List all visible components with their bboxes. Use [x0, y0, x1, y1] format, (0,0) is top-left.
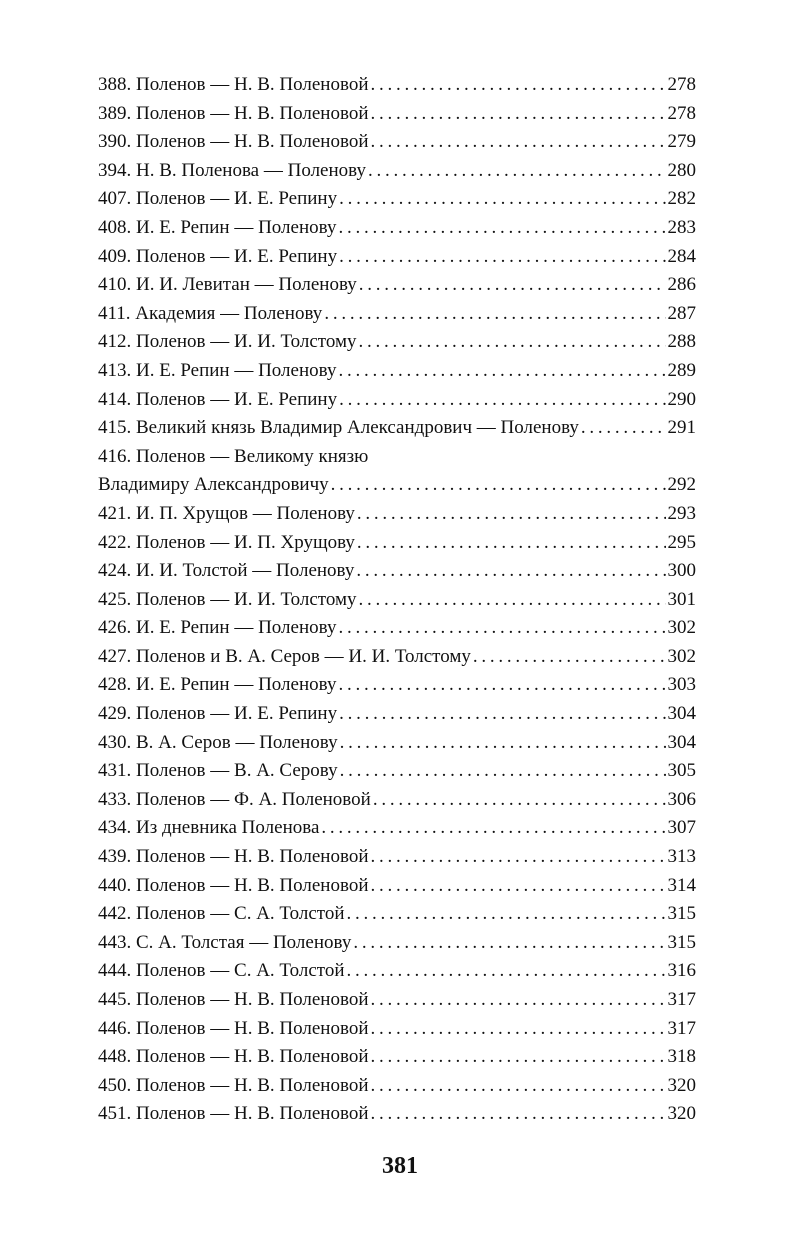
- toc-entry-title: 390. Поленов — Н. В. Поленовой: [98, 131, 369, 153]
- toc-entry: [98, 214, 696, 243]
- toc-entry-page: 314: [667, 874, 696, 896]
- toc-entry-title: 408. И. Е. Репин — Поленову: [98, 216, 337, 238]
- toc-entry: [98, 786, 696, 815]
- toc-entry: [98, 586, 696, 615]
- toc-entry-page: 288: [667, 331, 696, 353]
- dot-leader: [370, 128, 665, 157]
- dot-leader: [370, 1072, 665, 1101]
- toc-entry-page: 287: [667, 302, 696, 324]
- toc-entry-page: 289: [667, 359, 696, 381]
- toc-entry: [98, 614, 696, 643]
- toc-entry: [98, 900, 696, 929]
- toc-entry-page: 300: [667, 560, 696, 582]
- toc-entry-page: 307: [667, 817, 696, 839]
- toc-entry-page: 316: [667, 960, 696, 982]
- toc-entry: [98, 357, 696, 386]
- toc-entry-title: 451. Поленов — Н. В. Поленовой: [98, 1103, 369, 1125]
- toc-entry-title: 448. Поленов — Н. В. Поленовой: [98, 1046, 369, 1068]
- toc-entry: [98, 671, 696, 700]
- toc-entry-page: 302: [667, 645, 696, 667]
- toc-entry-page: 313: [667, 846, 696, 868]
- dot-leader: [338, 357, 665, 386]
- toc-entry-page: 304: [667, 703, 696, 725]
- toc-entry-page: 304: [667, 731, 696, 753]
- dot-leader: [370, 1100, 665, 1129]
- toc-entry: [98, 729, 696, 758]
- toc-entry: [98, 71, 696, 100]
- toc-entry-page: 283: [667, 216, 696, 238]
- dot-leader: [339, 243, 665, 272]
- toc-entry-page: 291: [667, 417, 696, 439]
- page-number: 381: [382, 1153, 418, 1179]
- dot-leader: [324, 300, 665, 329]
- toc-entry-title: 434. Из дневника Поленова: [98, 817, 320, 839]
- dot-leader: [357, 529, 666, 558]
- toc-entry-title: 413. И. Е. Репин — Поленову: [98, 359, 337, 381]
- toc-entry: [98, 128, 696, 157]
- dot-leader: [338, 214, 665, 243]
- toc-entry-page: 318: [667, 1046, 696, 1068]
- toc-entry-title: 389. Поленов — Н. В. Поленовой: [98, 102, 369, 124]
- dot-leader: [359, 271, 666, 300]
- dot-leader: [370, 71, 665, 100]
- toc-entry-title: 446. Поленов — Н. В. Поленовой: [98, 1017, 369, 1039]
- toc-entry-page: 293: [667, 502, 696, 524]
- dot-leader: [346, 900, 665, 929]
- toc-entry-page: 295: [667, 531, 696, 553]
- toc-entry: [98, 957, 696, 986]
- dot-leader: [370, 843, 665, 872]
- toc-entry-page: 315: [667, 903, 696, 925]
- dot-leader: [373, 786, 666, 815]
- dot-leader: [339, 185, 665, 214]
- toc-entry: [98, 271, 696, 300]
- dot-leader: [331, 471, 666, 500]
- toc-entry: [98, 1072, 696, 1101]
- dot-leader: [359, 328, 666, 357]
- toc-entry-title: 444. Поленов — С. А. Толстой: [98, 960, 345, 982]
- dot-leader: [359, 586, 666, 615]
- toc-entry-page: 320: [667, 1103, 696, 1125]
- toc-entry-page: 280: [667, 159, 696, 181]
- toc-entry-title: 415. Великий князь Владимир Александрович — Поленову: [98, 417, 579, 439]
- toc-entry-title: 445. Поленов — Н. В. Поленовой: [98, 989, 369, 1010]
- dot-leader: [368, 157, 666, 186]
- dot-leader: [321, 814, 665, 843]
- toc-entry-title: 407. Поленов — И. Е. Репину: [98, 188, 338, 210]
- dot-leader: [346, 957, 665, 986]
- toc-entry-page: 317: [667, 1017, 696, 1039]
- toc-entry: [98, 328, 696, 357]
- toc-entry: [98, 557, 696, 586]
- dot-leader: [339, 386, 665, 415]
- toc-entry-page: 292: [667, 474, 696, 496]
- toc-entry-title: 388. Поленов — Н. В. Поленовой: [98, 74, 369, 95]
- toc-entry-page: 302: [667, 617, 696, 639]
- toc-entry: [98, 185, 696, 214]
- toc-entry-title: 414. Поленов — И. Е. Репину: [98, 388, 338, 410]
- toc-entry: [98, 500, 696, 529]
- toc-entry-page: 290: [667, 388, 696, 410]
- toc-entry: [98, 929, 696, 958]
- toc-entry-page: 315: [667, 931, 696, 953]
- dot-leader: [370, 986, 665, 1015]
- toc-entry-title: 450. Поленов — Н. В. Поленовой: [98, 1074, 369, 1096]
- toc-entry-page: 284: [667, 245, 696, 267]
- toc-entry-title: 440. Поленов — Н. В. Поленовой: [98, 874, 369, 896]
- dot-leader: [370, 1043, 665, 1072]
- toc-entry-title: 426. И. Е. Репин — Поленову: [98, 617, 337, 639]
- toc-entry-page: 278: [667, 74, 696, 95]
- dot-leader: [473, 643, 666, 672]
- toc-entry: [98, 1043, 696, 1072]
- dot-leader: [370, 872, 665, 901]
- dot-leader: [370, 100, 665, 129]
- toc-entry-title: 411. Академия — Поленову: [98, 302, 323, 324]
- toc-entry-title: 416. Поленов — Великому князю: [98, 445, 369, 467]
- toc-entry: [98, 157, 696, 186]
- dot-leader: [338, 614, 665, 643]
- dot-leader: [340, 757, 666, 786]
- dot-leader: [356, 557, 665, 586]
- table-of-contents: [98, 71, 696, 1129]
- dot-leader: [370, 1015, 665, 1044]
- toc-entry: [98, 414, 696, 443]
- toc-entry-title: 427. Поленов и В. А. Серов — И. И. Толстому: [98, 645, 471, 667]
- toc-entry-title: 433. Поленов — Ф. А. Поленовой: [98, 788, 371, 810]
- toc-entry: [98, 986, 696, 1015]
- toc-entry: [98, 1015, 696, 1044]
- toc-entry-page: 306: [667, 788, 696, 810]
- toc-entry: [98, 814, 696, 843]
- dot-leader: [340, 729, 666, 758]
- toc-entry-page: 279: [667, 131, 696, 153]
- toc-entry-title-continued: Владимиру Александровичу: [98, 474, 329, 496]
- toc-entry: [98, 386, 696, 415]
- toc-entry-title: 394. Н. В. Поленова — Поленову: [98, 159, 366, 181]
- toc-entry: [98, 1100, 696, 1129]
- dot-leader: [353, 929, 665, 958]
- toc-entry-page: 286: [667, 274, 696, 296]
- toc-entry: [98, 529, 696, 558]
- toc-entry-page: 301: [667, 588, 696, 610]
- toc-entry-title: 443. С. А. Толстая — Поленову: [98, 931, 352, 953]
- toc-entry-page: 305: [667, 760, 696, 782]
- toc-entry: [98, 643, 696, 672]
- toc-entry-page: 282: [667, 188, 696, 210]
- toc-entry: [98, 443, 696, 500]
- toc-entry-title: 442. Поленов — С. А. Толстой: [98, 903, 345, 925]
- dot-leader: [338, 671, 665, 700]
- toc-entry-title: 421. И. П. Хрущов — Поленову: [98, 502, 355, 524]
- toc-entry-title: 424. И. И. Толстой — Поленову: [98, 560, 355, 582]
- toc-entry-page: 317: [667, 989, 696, 1010]
- toc-entry-title: 431. Поленов — В. А. Серову: [98, 760, 338, 782]
- toc-entry: [98, 243, 696, 272]
- dot-leader: [581, 414, 666, 443]
- toc-entry-title: 425. Поленов — И. И. Толстому: [98, 588, 357, 610]
- toc-entry-title: 422. Поленов — И. П. Хрущову: [98, 531, 355, 553]
- toc-entry: [98, 843, 696, 872]
- toc-entry-title: 410. И. И. Левитан — Поленову: [98, 274, 357, 296]
- toc-entry: [98, 700, 696, 729]
- toc-entry-page: 278: [667, 102, 696, 124]
- toc-entry-page: 303: [667, 674, 696, 696]
- toc-entry-page: 320: [667, 1074, 696, 1096]
- toc-entry-title: 412. Поленов — И. И. Толстому: [98, 331, 357, 353]
- toc-entry-title: 439. Поленов — Н. В. Поленовой: [98, 846, 369, 868]
- dot-leader: [339, 700, 665, 729]
- toc-entry: [98, 757, 696, 786]
- dot-leader: [357, 500, 666, 529]
- toc-entry-title: 409. Поленов — И. Е. Репину: [98, 245, 338, 267]
- toc-entry: [98, 300, 696, 329]
- toc-entry-title: 429. Поленов — И. Е. Репину: [98, 703, 338, 725]
- toc-entry: [98, 872, 696, 901]
- toc-entry-title: 428. И. Е. Репин — Поленову: [98, 674, 337, 696]
- toc-entry: [98, 100, 696, 129]
- toc-entry-title: 430. В. А. Серов — Поленову: [98, 731, 338, 753]
